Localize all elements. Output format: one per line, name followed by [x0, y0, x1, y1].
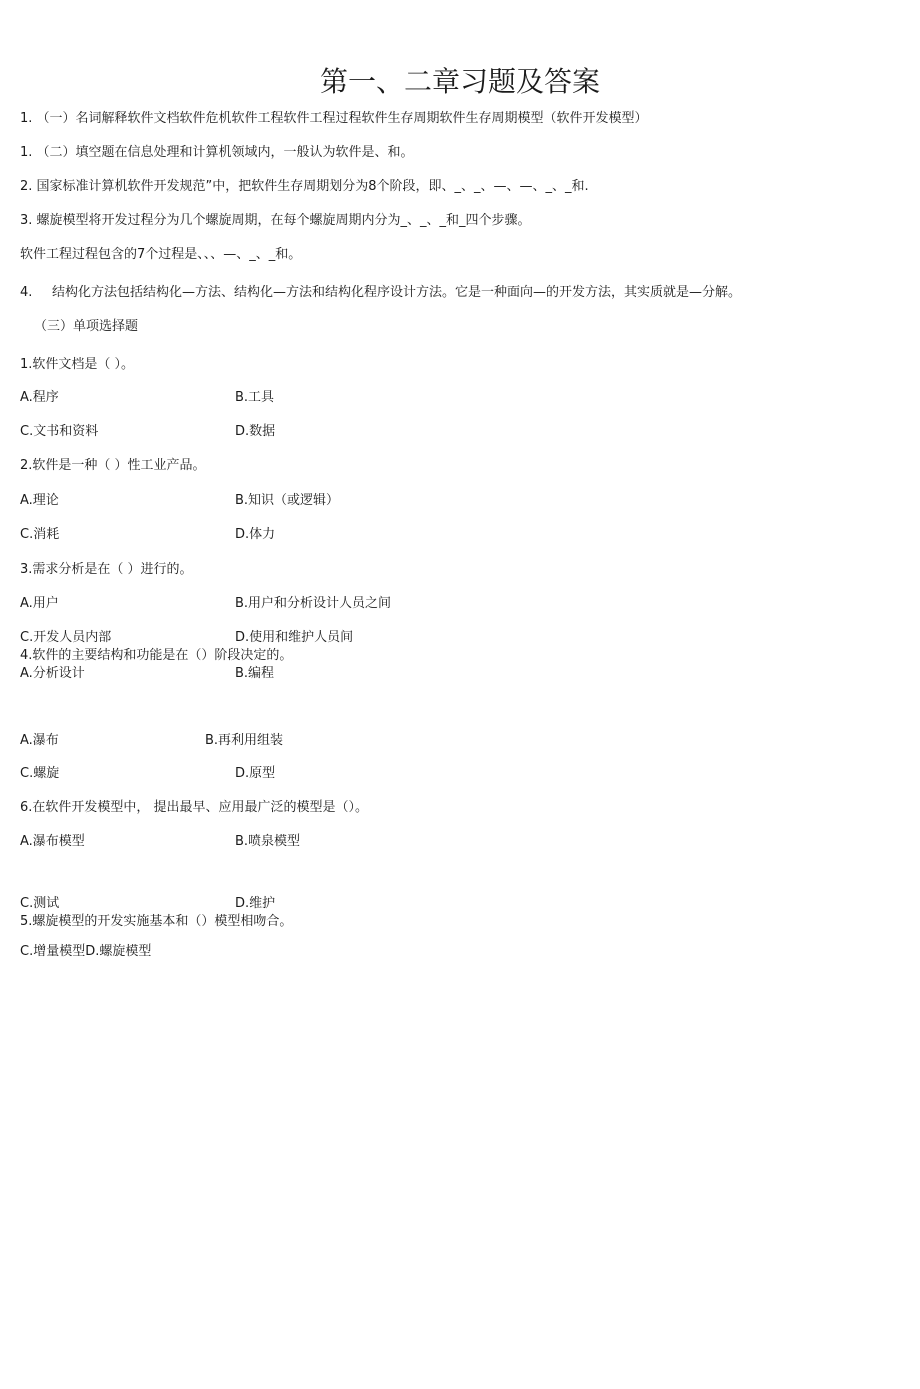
q2-option-b: B.知识（或逻辑）	[235, 493, 340, 508]
q2-option-d: D.体力	[235, 527, 276, 542]
q7-option-d: D.维护	[235, 896, 276, 911]
q5-option-c: C.螺旋	[20, 766, 60, 781]
q5-option-a: A.瀑布	[20, 733, 59, 748]
choice-question-6: 6.在软件开发模型中， 提出最早、应用最广泛的模型是（）。	[20, 800, 369, 815]
fill-question-1: 1. （二）填空题在信息处理和计算机领域内，一般认为软件是、和。	[20, 145, 414, 160]
choice-question-8: 5.螺旋模型的开发实施基本和（）模型相吻合。	[20, 914, 293, 929]
q3-option-a: A.用户	[20, 596, 59, 611]
q3-option-c: C.开发人员内部	[20, 630, 112, 645]
fill-question-5	[20, 285, 741, 301]
fill-question-5-number: 4.	[20, 285, 33, 300]
q1-option-b: B.工具	[235, 390, 275, 405]
q6-option-a: A.瀑布模型	[20, 834, 85, 849]
section-1-heading: 1. （一）名词解释软件文档软件危机软件工程软件工程过程软件生存周期软件生存周期模型（软件开发模型）	[20, 111, 648, 126]
q2-option-a: A.理论	[20, 493, 59, 508]
q3-option-d: D.使用和维护人员间	[235, 630, 354, 645]
fill-question-5-text: 结构化方法包括结构化—方法、结构化—方法和结构化程序设计方法。它是一种面向—的开发方法，其实质就是—分解。	[52, 285, 742, 300]
q5-option-b: B.再利用组装	[205, 733, 284, 748]
q5-option-d: D.原型	[235, 766, 276, 781]
q1-option-d: D.数据	[235, 424, 276, 439]
q1-option-a: A.程序	[20, 390, 59, 405]
fill-question-3: 3. 螺旋模型将开发过程分为几个螺旋周期，在每个螺旋周期内分为_、_、_和_四个步骤。	[20, 213, 531, 228]
q2-option-c: C.消耗	[20, 527, 60, 542]
q6-option-b: B.喷泉模型	[235, 834, 301, 849]
choice-question-2: 2.软件是一种（ ）性工业产品。	[20, 458, 206, 473]
q8-options-cd: C.增量模型D.螺旋模型	[20, 944, 152, 959]
fill-question-2: 2. 国家标准计算机软件开发规范”中，把软件生存周期划分为8个阶段，即、_、_、—、—、_、_和.	[20, 179, 589, 194]
page-title: 第一、二章习题及答案	[319, 65, 600, 98]
q4-option-a: A.分析设计	[20, 666, 85, 681]
q4-option-b: B.编程	[235, 666, 275, 681]
q7-option-c: C.测试	[20, 896, 60, 911]
section-3-heading: （三）单项选择题	[34, 319, 139, 334]
fill-question-4: 软件工程过程包含的7个过程是、、、—、_、_和。	[20, 247, 302, 262]
q1-option-c: C.文书和资料	[20, 424, 99, 439]
q3-option-b: B.用户和分析设计人员之间	[235, 596, 392, 611]
choice-question-3: 3.需求分析是在（ ）进行的。	[20, 562, 193, 577]
choice-question-1: 1.软件文档是（ ）。	[20, 357, 135, 372]
choice-question-4: 4.软件的主要结构和功能是在（）阶段决定的。	[20, 648, 293, 663]
